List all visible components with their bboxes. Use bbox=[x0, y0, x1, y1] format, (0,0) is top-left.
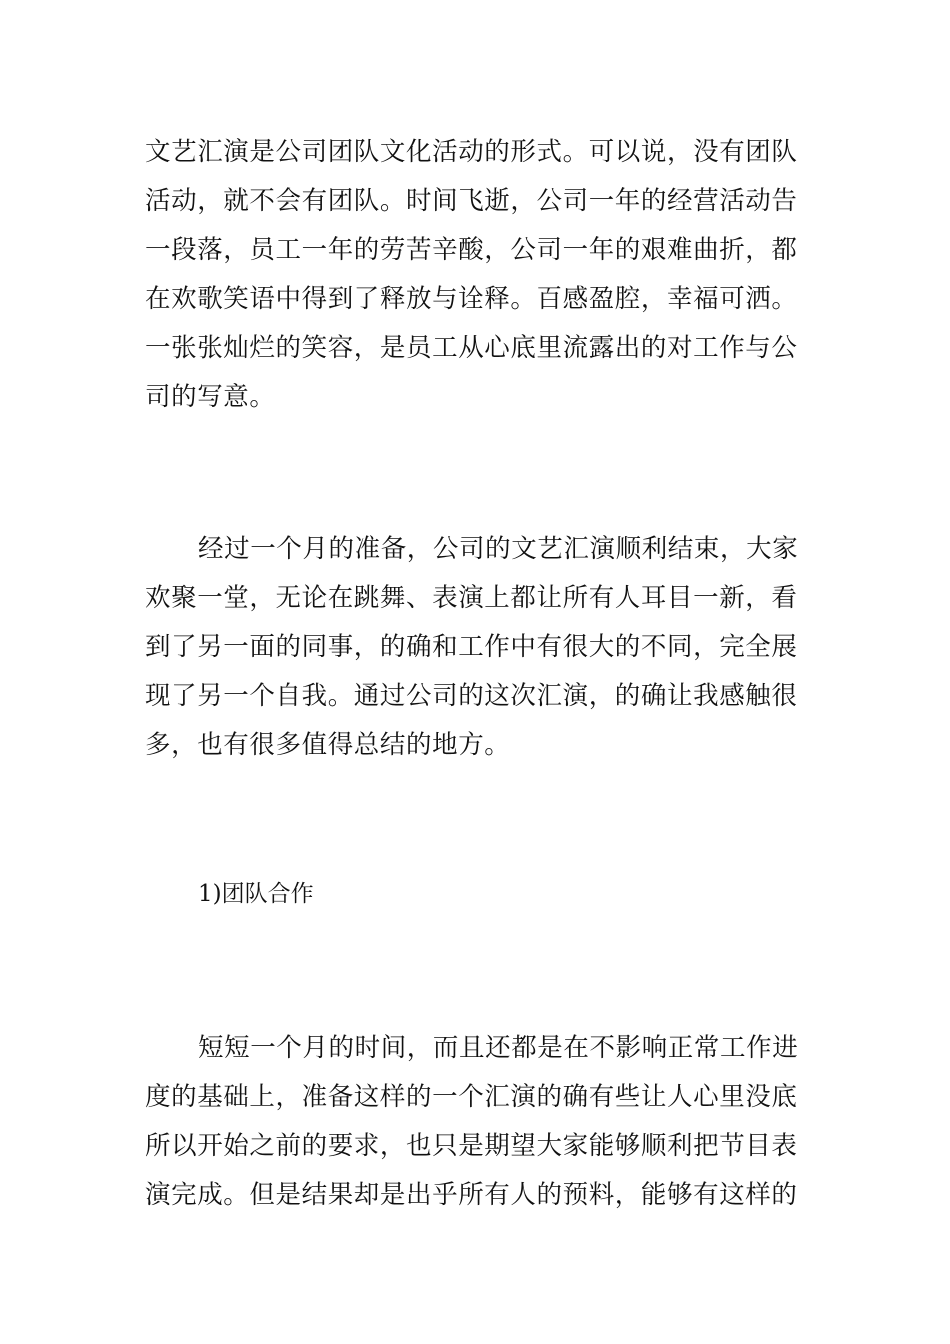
text-line: 文艺汇演是公司团队文化活动的形式。可以说，没有团队 bbox=[145, 137, 798, 167]
paragraph-teamwork bbox=[145, 1024, 810, 1220]
text-line: 短短一个月的时间，而且还都是在不影响正常工作进 bbox=[198, 1033, 799, 1063]
text-line: 演完成。但是结果却是出乎所有人的预料，能够有这样的 bbox=[145, 1180, 798, 1210]
text-line: 在欢歌笑语中得到了释放与诠释。百感盈腔，幸福可洒。 bbox=[145, 284, 798, 314]
text-line: 所以开始之前的要求，也只是期望大家能够顺利把节目表 bbox=[145, 1131, 798, 1161]
text-line: 多，也有很多值得总结的地方。 bbox=[145, 730, 511, 760]
text-line: 活动，就不会有团队。时间飞逝，公司一年的经营活动告 bbox=[145, 186, 798, 216]
section-heading: 1)团队合作 bbox=[198, 881, 314, 907]
text-line: 度的基础上，准备这样的一个汇演的确有些让人心里没底 bbox=[145, 1082, 798, 1112]
paragraph-summary bbox=[145, 525, 810, 770]
text-line: 一张张灿烂的笑容，是员工从心底里流露出的对工作与公 bbox=[145, 333, 798, 363]
text-line: 现了另一个自我。通过公司的这次汇演，的确让我感触很 bbox=[145, 681, 798, 711]
text-line: 司的写意。 bbox=[145, 382, 276, 412]
text-line: 到了另一面的同事，的确和工作中有很大的不同，完全展 bbox=[145, 632, 798, 662]
paragraph-intro bbox=[145, 128, 810, 422]
text-line: 一段落，员工一年的劳苦辛酸，公司一年的艰难曲折，都 bbox=[145, 235, 798, 265]
text-line: 欢聚一堂，无论在跳舞、表演上都让所有人耳目一新，看 bbox=[145, 583, 798, 613]
text-line: 经过一个月的准备，公司的文艺汇演顺利结束，大家 bbox=[198, 534, 799, 564]
